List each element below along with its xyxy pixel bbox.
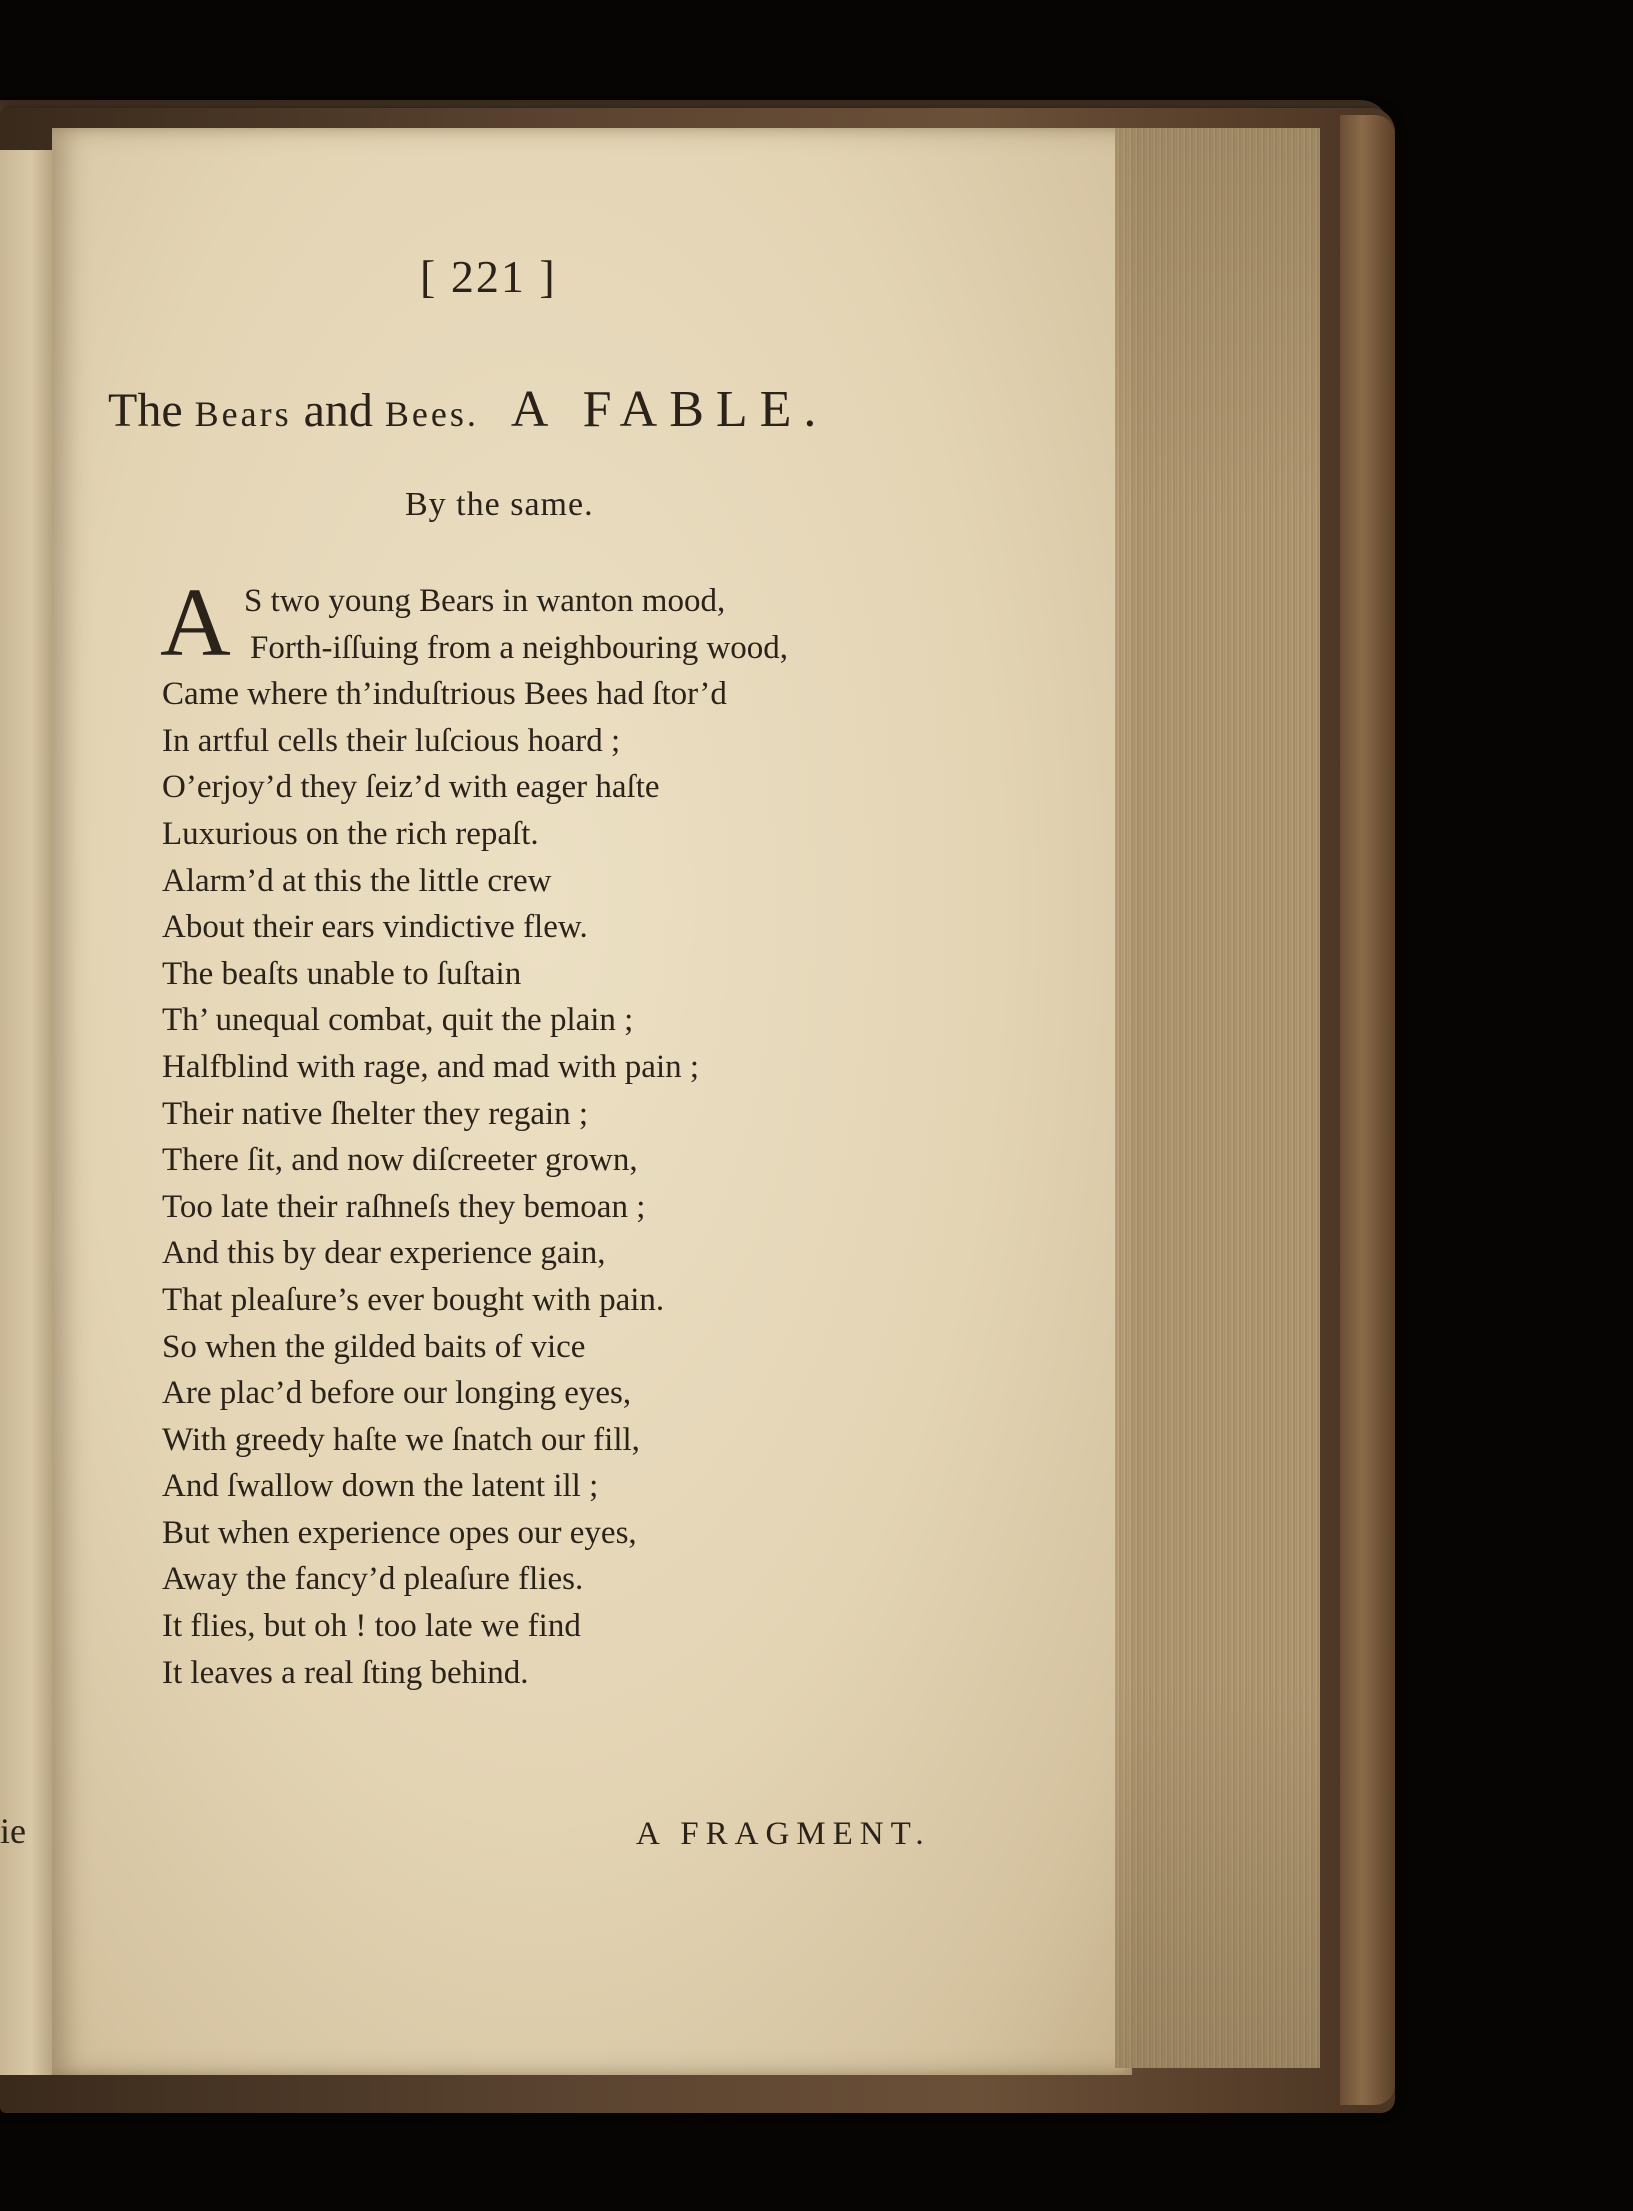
poem-line: Their native ſhelter they regain ; <box>162 1095 589 1132</box>
poem-line: Th’ unequal combat, quit the plain ; <box>162 1002 634 1039</box>
page-edge-shading <box>1115 128 1320 2068</box>
left-page-text-fragment: ie <box>0 1811 26 1851</box>
poem-line: But when experience opes our eyes, <box>162 1514 637 1551</box>
title-and: and <box>303 384 373 437</box>
poem-line: It leaves a real ſting behind. <box>162 1654 529 1691</box>
title-prefix: The <box>108 384 183 437</box>
page-number: [ 221 ] <box>420 251 557 302</box>
title-word-bears: Bears <box>194 394 292 434</box>
catchword: A FRAGMENT. <box>636 1816 931 1852</box>
poem-line: About their ears vindictive flew. <box>162 909 588 946</box>
poem-line: That pleaſure’s ever bought with pain. <box>162 1281 665 1318</box>
poem-title <box>108 380 828 439</box>
left-facing-page <box>0 150 52 2075</box>
poem-line: In artful cells their luſcious hoard ; <box>162 722 621 759</box>
drop-cap: A <box>160 569 231 677</box>
poem-line: The beaſts unable to ſuſtain <box>162 955 522 992</box>
poem-line: Forth-iſſuing from a neighbouring wood, <box>250 629 789 666</box>
poem-line: Alarm’d at this the little crew <box>162 862 552 899</box>
poem-line: Halfblind with rage, and mad with pain ; <box>162 1048 700 1085</box>
poem-line: So when the gilded baits of vice <box>162 1328 586 1365</box>
poem-line: Too late their raſhneſs they bemoan ; <box>162 1188 646 1225</box>
poem-body <box>162 578 788 1696</box>
poem-line: Are plac’d before our longing eyes, <box>162 1375 632 1412</box>
poem-line: And ſwallow down the latent ill ; <box>162 1468 599 1505</box>
poem-line: It flies, but oh ! too late we find <box>162 1608 581 1645</box>
poem-line: And this by dear experience gain, <box>162 1235 606 1272</box>
title-fable: A FABLE. <box>510 381 829 438</box>
poem-line: With greedy haſte we ſnatch our fill, <box>162 1421 640 1458</box>
poem-line: O’erjoy’d they ſeiz’d with eager haſte <box>162 769 660 806</box>
poem-line: Luxurious on the rich repaſt. <box>162 815 539 852</box>
poem-line: Away the fancy’d pleaſure flies. <box>162 1561 584 1598</box>
byline: By the same. <box>405 486 594 523</box>
poem-line: There ſit, and now diſcreeter grown, <box>162 1142 638 1179</box>
poem-line: S two young Bears in wanton mood, <box>244 583 726 619</box>
poem-line: Came where th’induſtrious Bees had ſtor’d <box>162 676 727 713</box>
title-word-bees: Bees. <box>384 394 479 434</box>
book-fore-edge-binding <box>1340 115 1395 2105</box>
